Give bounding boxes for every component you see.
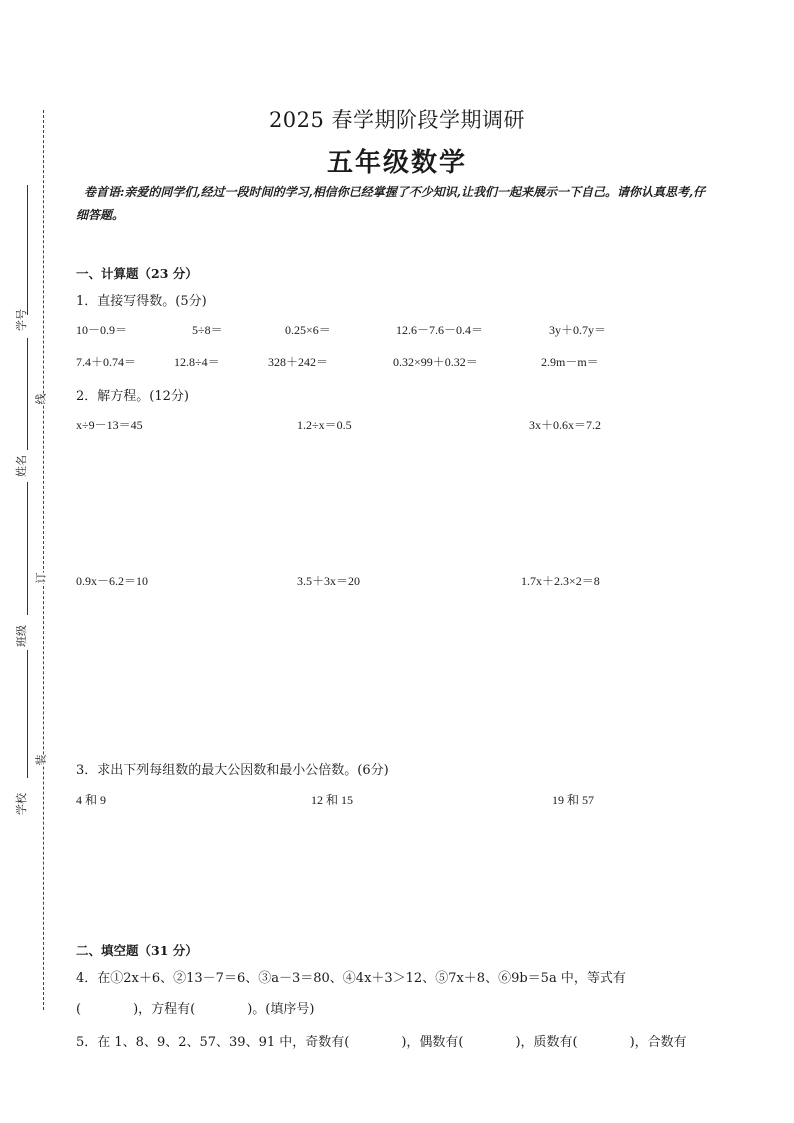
q4-line1: 4．在①2x＋6、②13－7＝6、③a－3＝80、④4x＋3＞12、⑤7x＋8、⑥9b＝5a 中，等式有 — [76, 971, 626, 986]
q2-equation: 1.7x＋2.3×2＝8 — [521, 574, 600, 588]
q1-item: 0.25×6＝ — [285, 323, 331, 337]
q2-label: 2．解方程。(12分) — [76, 389, 189, 404]
binding-mark-xian: 线 — [34, 393, 48, 405]
q1-item: 3y＋0.7y＝ — [549, 323, 607, 337]
q1-item: 10－0.9＝ — [76, 323, 128, 337]
binding-mark-ding: 订 — [34, 572, 48, 584]
q2-equation: 3.5＋3x＝20 — [297, 574, 361, 588]
q3-label: 3．求出下列每组数的最大公因数和最小公倍数。(6分) — [76, 763, 389, 778]
binding-dashed-line — [43, 110, 44, 1010]
class-label: 班级 — [15, 625, 28, 647]
school-label: 学校 — [15, 793, 28, 815]
q1-item: 5÷8＝ — [192, 323, 223, 337]
q4-line2: ( )，方程有( )。(填序号) — [76, 1002, 315, 1017]
q1-item: 12.6－7.6－0.4＝ — [396, 323, 484, 337]
section2-heading: 二、填空题（31 分） — [76, 943, 198, 958]
q2-equation: 0.9x－6.2＝10 — [76, 574, 149, 588]
name-label: 姓名 — [15, 455, 28, 477]
binding-mark-zhuang: 装 — [34, 754, 48, 766]
q1-item: 2.9m－m＝ — [541, 355, 599, 369]
student-id-line — [27, 185, 28, 315]
section1-heading: 一、计算题（23 分） — [76, 266, 198, 281]
q3-item: 4 和 9 — [76, 793, 107, 807]
exam-title: 2025 春学期阶段学期调研 — [268, 108, 526, 132]
exam-subtitle: 五年级数学 — [326, 148, 467, 178]
q3-item: 19 和 57 — [552, 793, 595, 807]
q5-line1: 5．在 1、8、9、2、57、39、91 中，奇数有( )，偶数有( )，质数有( )，合数有 — [76, 1035, 687, 1050]
school-line — [27, 650, 28, 778]
q2-equation: 1.2÷x＝0.5 — [297, 418, 352, 432]
q1-item: 328＋242＝ — [268, 355, 329, 369]
q3-item: 12 和 15 — [311, 793, 354, 807]
q1-item: 7.4＋0.74＝ — [76, 355, 137, 369]
intro-text: 卷首语:亲爱的同学们,经过一段时间的学习,相信你已经掌握了不少知识,让我们一起来展示一下自己。请你认真思考,仔细答题。 — [76, 185, 706, 222]
q1-label: 1．直接写得数。(5分) — [76, 294, 207, 309]
q1-item: 12.8÷4＝ — [174, 355, 220, 369]
student-id-label: 学号 — [15, 309, 28, 331]
q2-equation: 3x＋0.6x＝7.2 — [529, 418, 602, 432]
class-line — [27, 482, 28, 615]
q2-equation: x÷9－13＝45 — [76, 418, 143, 432]
name-line — [27, 338, 28, 450]
q1-item: 0.32×99＋0.32＝ — [393, 355, 478, 369]
